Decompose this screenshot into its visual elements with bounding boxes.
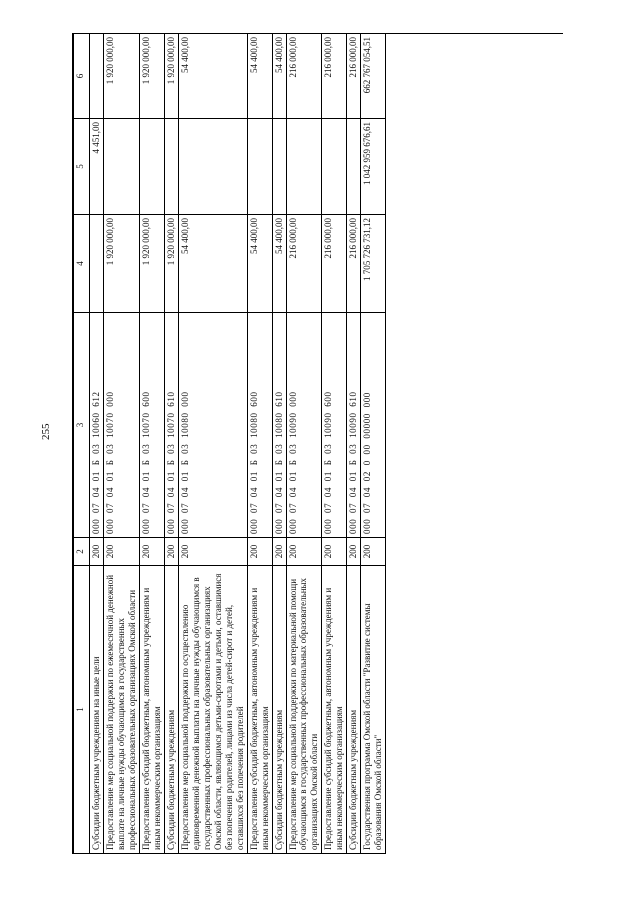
cell-amount-regional: 54 400,00 <box>247 34 272 119</box>
cell-name: Предоставление субсидий бюджетным, автономным учреждениям и иным некоммерческим организациям <box>247 566 272 854</box>
table-row <box>361 34 386 854</box>
cell-name: Субсидии бюджетным учреждениям <box>272 566 286 854</box>
cell-amount-federal <box>286 119 322 215</box>
rotated-table-frame <box>72 33 563 854</box>
column-header: 3 <box>74 313 90 538</box>
cell-amount-total: 54 400,00 <box>178 215 247 313</box>
cell-amount-total: 1 920 000,00 <box>164 215 178 313</box>
cell-name: Субсидии бюджетным учреждениям на иные цели <box>90 566 104 854</box>
column-header: 4 <box>74 215 90 313</box>
cell-amount-regional: 1 920 000,00 <box>103 34 139 119</box>
cell-name: Субсидии бюджетным учреждениям <box>164 566 178 854</box>
cell-amount-total: 216 000,00 <box>347 215 361 313</box>
cell-name: Предоставление субсидий бюджетным, автономным учреждениям и иным некоммерческим организациям <box>139 566 164 854</box>
cell-amount-total: 1 920 000,00 <box>103 215 139 313</box>
cell-budget-code: 000 07 04 02 0 00 00000 000 <box>361 313 386 538</box>
cell-amount-regional: 54 400,00 <box>178 34 247 119</box>
cell-name: Предоставление субсидий бюджетным, автономным учреждениям и иным некоммерческим организациям <box>322 566 347 854</box>
cell-amount-total: 54 400,00 <box>247 215 272 313</box>
cell-budget-code: 000 07 04 01 Б 03 10070 600 <box>139 313 164 538</box>
budget-table <box>73 33 386 854</box>
cell-amount-regional: 216 000,00 <box>347 34 361 119</box>
cell-amount-total <box>90 215 104 313</box>
cell-amount-total: 54 400,00 <box>272 215 286 313</box>
cell-admin-code: 200 <box>286 538 322 566</box>
cell-budget-code: 000 07 04 01 Б 03 10080 000 <box>178 313 247 538</box>
cell-admin-code: 200 <box>103 538 139 566</box>
cell-amount-regional: 1 920 000,00 <box>139 34 164 119</box>
cell-amount-federal <box>347 119 361 215</box>
cell-amount-regional: 662 767 054,51 <box>361 34 386 119</box>
column-header: 1 <box>74 566 90 854</box>
cell-budget-code: 000 07 04 01 Б 03 10060 612 <box>90 313 104 538</box>
cell-amount-regional: 216 000,00 <box>322 34 347 119</box>
cell-budget-code: 000 07 04 01 Б 03 10070 610 <box>164 313 178 538</box>
cell-name: Предоставление мер социальной поддержки по ежемесячной денежной выплате на личные нужды обучающимся в государственных профессиональных образовательных организациях Омской области <box>103 566 139 854</box>
cell-budget-code: 000 07 04 01 Б 03 10090 610 <box>347 313 361 538</box>
cell-budget-code: 000 07 04 01 Б 03 10090 000 <box>286 313 322 538</box>
cell-amount-total: 1 920 000,00 <box>139 215 164 313</box>
cell-admin-code: 200 <box>90 538 104 566</box>
cell-admin-code: 200 <box>361 538 386 566</box>
table-row <box>347 34 361 854</box>
cell-amount-total: 216 000,00 <box>322 215 347 313</box>
column-header: 5 <box>74 119 90 215</box>
cell-amount-federal <box>272 119 286 215</box>
cell-amount-federal <box>178 119 247 215</box>
page-number: 255 <box>40 423 52 440</box>
cell-admin-code: 200 <box>164 538 178 566</box>
cell-name: Субсидии бюджетным учреждениям <box>347 566 361 854</box>
table-row <box>322 34 347 854</box>
cell-amount-regional: 54 400,00 <box>272 34 286 119</box>
cell-budget-code: 000 07 04 01 Б 03 10090 600 <box>322 313 347 538</box>
table-row <box>90 34 104 854</box>
cell-admin-code: 200 <box>247 538 272 566</box>
table-row <box>139 34 164 854</box>
cell-admin-code: 200 <box>272 538 286 566</box>
cell-admin-code: 200 <box>139 538 164 566</box>
cell-amount-federal <box>322 119 347 215</box>
cell-name: Предоставление мер социальной поддержки по осуществлению единовременной денежной выплаты на личные нужды обучающимся в государственных профессиональных образовательных организациях Омской области, являющимся детьми-сиротами и детьми, оставшимися без попечения родителей, лицами из числа детей-сирот и детей, оставшихся без попечения родителей <box>178 566 247 854</box>
cell-amount-regional: 1 920 000,00 <box>164 34 178 119</box>
table-row <box>286 34 322 854</box>
column-header: 2 <box>74 538 90 566</box>
table-row <box>247 34 272 854</box>
cell-amount-federal <box>164 119 178 215</box>
table-row <box>164 34 178 854</box>
table-row <box>178 34 247 854</box>
cell-amount-federal: 4 451,00 <box>90 119 104 215</box>
cell-budget-code: 000 07 04 01 Б 03 10080 600 <box>247 313 272 538</box>
cell-budget-code: 000 07 04 01 Б 03 10070 000 <box>103 313 139 538</box>
cell-amount-federal <box>139 119 164 215</box>
cell-name: Государственная программа Омской области "Развитие системы образования Омской области" <box>361 566 386 854</box>
cell-amount-federal: 1 042 959 676,61 <box>361 119 386 215</box>
table-row <box>272 34 286 854</box>
cell-admin-code: 200 <box>178 538 247 566</box>
table-header-row <box>74 34 90 854</box>
rotated-table-content <box>73 34 563 854</box>
column-header: 6 <box>74 34 90 119</box>
cell-name: Предоставление мер социальной поддержки по материальной помощи обучающимся в государственных профессиональных образовательных организациях Омской области <box>286 566 322 854</box>
cell-amount-total: 1 705 726 731,12 <box>361 215 386 313</box>
table-row <box>103 34 139 854</box>
cell-budget-code: 000 07 04 01 Б 03 10080 610 <box>272 313 286 538</box>
cell-amount-total: 216 000,00 <box>286 215 322 313</box>
cell-amount-regional: 216 000,00 <box>286 34 322 119</box>
cell-amount-federal <box>247 119 272 215</box>
cell-amount-federal <box>103 119 139 215</box>
cell-amount-regional <box>90 34 104 119</box>
cell-admin-code: 200 <box>347 538 361 566</box>
cell-admin-code: 200 <box>322 538 347 566</box>
